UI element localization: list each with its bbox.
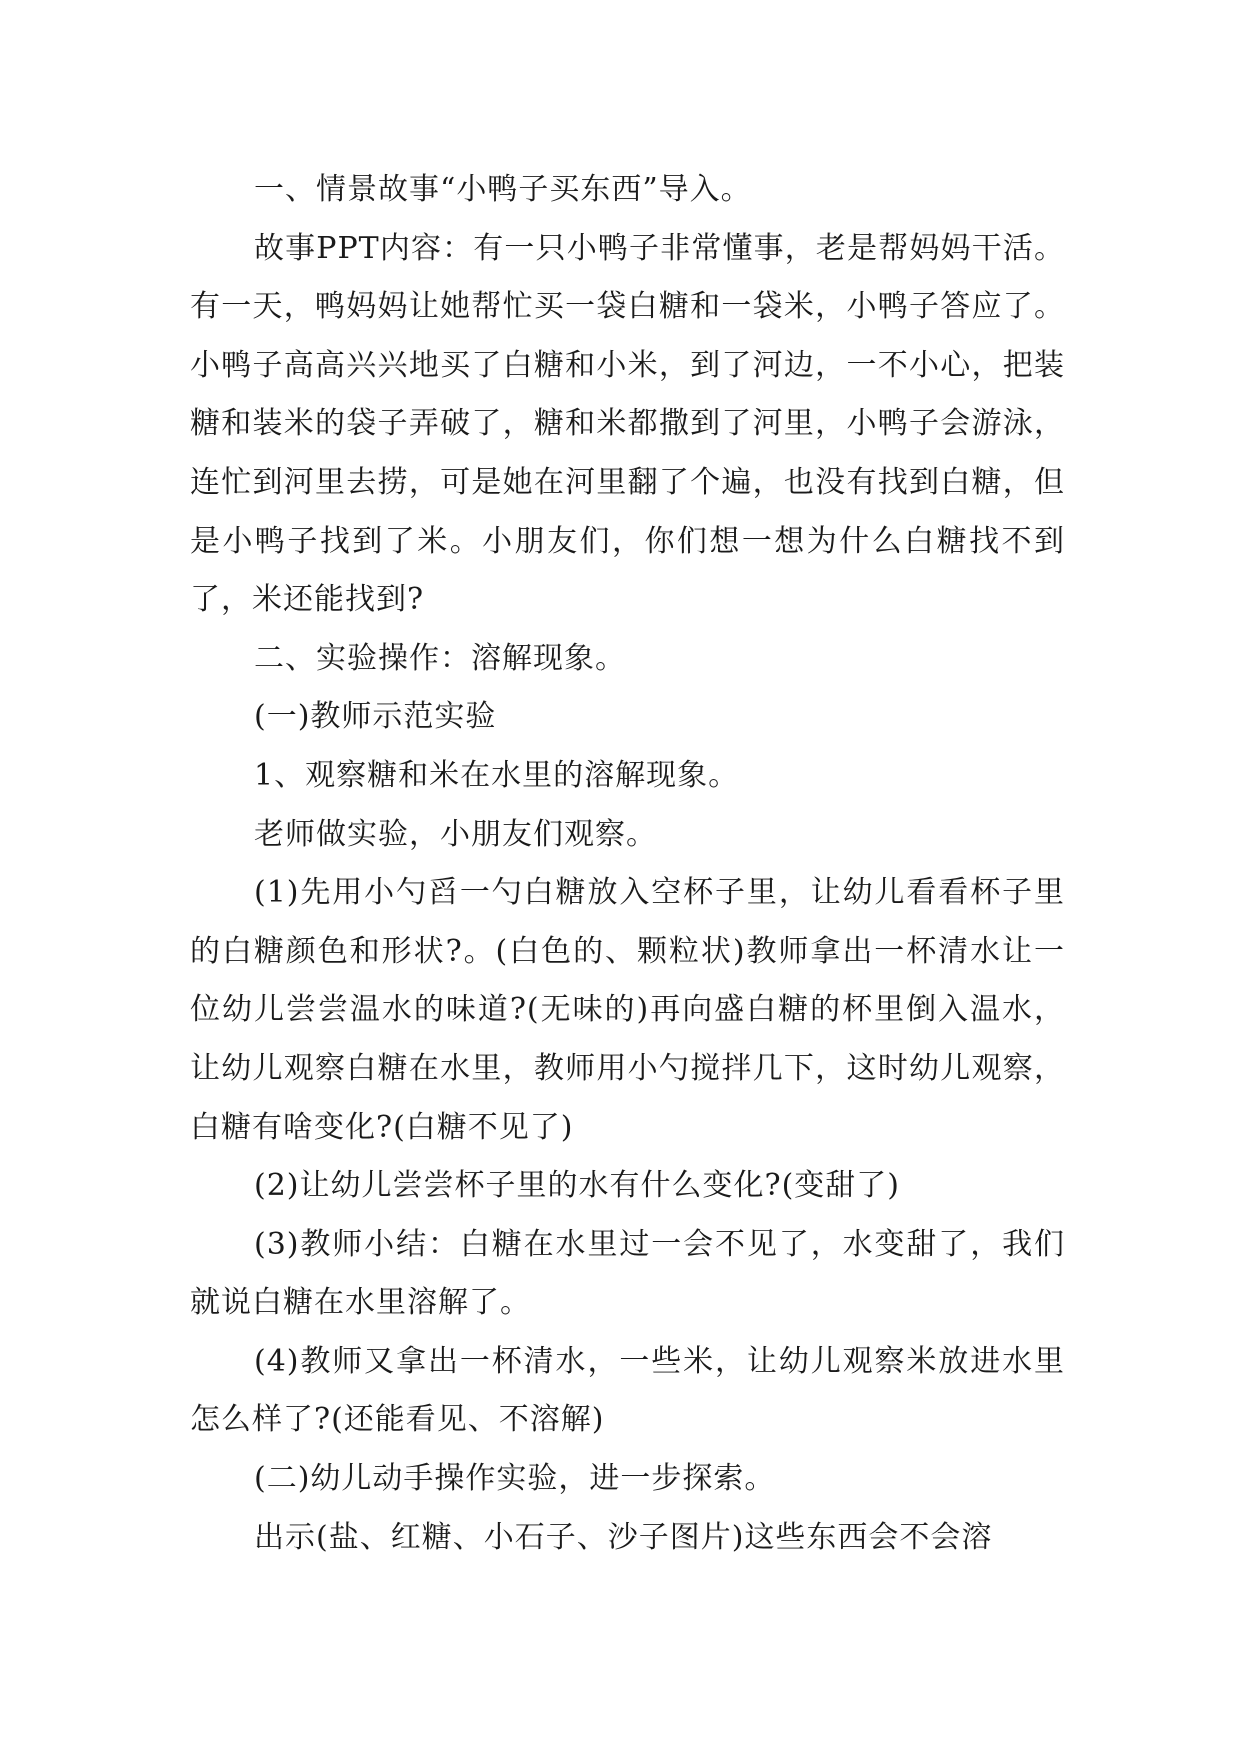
step-observe: 1、观察糖和米在水里的溶解现象。 — [254, 757, 740, 793]
subheading-teacher-demo: (一)教师示范实验 — [254, 699, 497, 735]
heading-experiment: 二、实验操作：溶解现象。 — [254, 640, 626, 676]
step-2-taste: (2)让幼儿尝尝杯子里的水有什么变化?(变甜了) — [254, 1168, 900, 1204]
step-3-summary: (3)教师小结：白糖在水里过一会不见了，水变甜了，我们就说白糖在水里溶解了。 — [190, 1226, 1065, 1321]
subheading-child-experiment: (二)幼儿动手操作实验，进一步探索。 — [254, 1461, 776, 1497]
story-paragraph: 故事PPT内容：有一只小鸭子非常懂事，老是帮妈妈干活。有一天，鸭妈妈让她帮忙买一袋白糖和一袋米，小鸭子答应了。小鸭子高高兴兴地买了白糖和小米，到了河边，一不小心，把装糖和装米的袋子弄破了，糖和米都撒到了河里，小鸭子会游泳，连忙到河里去捞，可是她在河里翻了个遍，也没有找到白糖，但是小鸭子找到了米。小朋友们，你们想一想为什么白糖找不到了，米还能找到? — [190, 230, 1065, 618]
document-body — [190, 161, 1065, 1567]
step-1-sugar: (1)先用小勺舀一勺白糖放入空杯子里，让幼儿看看杯子里的白糖颜色和形状?。(白色的、颗粒状)教师拿出一杯清水让一位幼儿尝尝温水的味道?(无味的)再向盛白糖的杯里倒入温水，让幼儿观察白糖在水里，教师用小勺搅拌几下，这时幼儿观察，白糖有啥变化?(白糖不见了) — [190, 875, 1065, 1145]
step-4-rice: (4)教师又拿出一杯清水，一些米，让幼儿观察米放进水里怎么样了?(还能看见、不溶解) — [190, 1343, 1065, 1438]
heading-story-intro: 一、情景故事“小鸭子买东西”导入。 — [254, 172, 752, 207]
paragraph-show-pictures: 出示(盐、红糖、小石子、沙子图片)这些东西会不会溶 — [254, 1519, 993, 1555]
paragraph-teacher-experiment: 老师做实验，小朋友们观察。 — [254, 816, 657, 852]
